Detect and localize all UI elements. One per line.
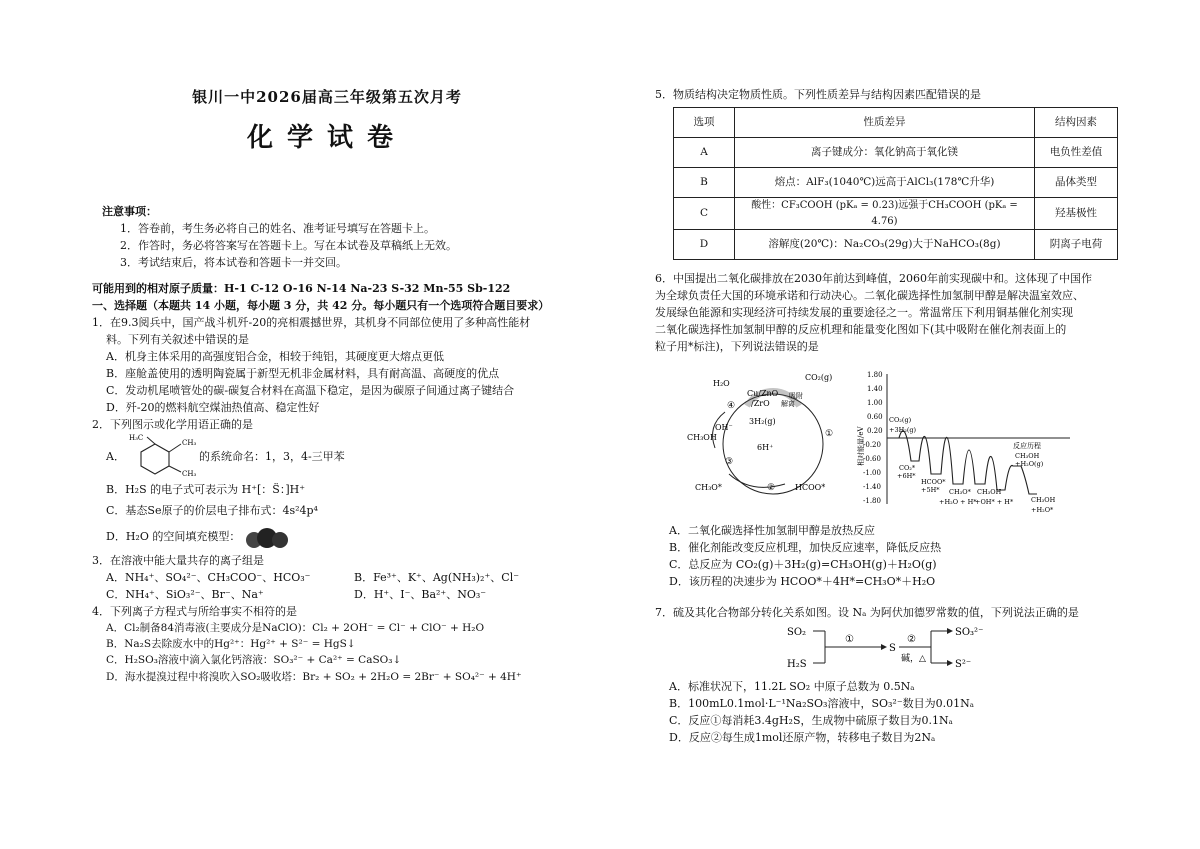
q7-option-d: D．反应②每生成1mol还原产物，转移电子数目为2Nₐ	[669, 731, 936, 745]
question-2	[92, 416, 562, 545]
energy-yticks	[863, 371, 883, 505]
ytick: 1.00	[867, 399, 883, 407]
state-3: CH₃O*	[949, 488, 971, 496]
energy-ylabel: 相对能量/eV	[857, 426, 865, 466]
table-cell: 羟基极性	[1035, 198, 1118, 230]
sulfur-conversion-diagram	[785, 621, 1005, 673]
question-6	[655, 270, 1115, 589]
table-header-cell: 选项	[674, 108, 735, 138]
q6-stem-line-4: 二氧化碳选择性加氢制甲醇的反应机理和能量变化图如下(其中吸附在催化剂表面上的	[655, 323, 1067, 337]
q1-option-a: A．机身主体采用的高强度铝合金，相较于纯铝，其硬度更大熔点更低	[106, 350, 444, 364]
trimethylbenzene-structure	[125, 434, 199, 478]
diag-step-1: ①	[845, 634, 854, 646]
state-0: CO₂(g)	[889, 416, 912, 424]
q1-option-d: D．歼-20的燃料航空煤油热值高、稳定性好	[106, 401, 320, 415]
q4-option-c: C．H₂SO₃溶液中滴入氯化钙溶液：SO₃²⁻ + Ca²⁺ = CaSO₃↓	[106, 654, 402, 667]
table-cell: 阴离子电荷	[1035, 230, 1118, 260]
q3-option-c: C．NH₄⁺、SiO₃²⁻、Br⁻、Na⁺	[106, 587, 264, 601]
ytick: 1.80	[867, 371, 883, 379]
table-row	[674, 138, 1118, 168]
notice-item-2: 2．作答时，务必将答案写在答题卡上。写在本试卷及草稿纸上无效。	[120, 239, 457, 253]
section1-block	[92, 280, 562, 685]
diag-so3: SO₃²⁻	[955, 627, 984, 639]
table-cell: B	[674, 168, 735, 198]
q3-option-d: D．H⁺、I⁻、Ba²⁺、NO₃⁻	[354, 587, 487, 601]
table-header-row	[674, 108, 1118, 138]
ytick: 0.60	[867, 413, 883, 421]
q3-option-b: B．Fe³⁺、K⁺、Ag(NH₃)₂⁺、Cl⁻	[354, 570, 520, 584]
question-3	[92, 552, 562, 603]
q2-stem: 2．下列图示或化学用语正确的是	[92, 418, 253, 432]
cycle-cat2: /ZrO	[751, 399, 770, 408]
svg-text:CH₃: CH₃	[181, 439, 197, 448]
state-4b: +OH* + H*	[975, 498, 1014, 506]
question-7	[655, 604, 1115, 746]
q7-stem: 7．硫及其化合物部分转化关系如图。设 Nₐ 为阿伏加德罗常数的值，下列说法正确的是	[655, 606, 1079, 619]
atomic-masses: 可能用到的相对原子质量：H-1 C-12 O-16 N-14 Na-23 S-32 Mn-55 Sb-122	[92, 282, 511, 295]
table-cell: A	[674, 138, 735, 168]
q2-a-text: 的系统命名：1，3，4-三甲苯	[198, 449, 345, 463]
energy-profile-chart	[855, 366, 1075, 516]
table-cell: D	[674, 230, 735, 260]
q2-option-b: B．H₂S 的电子式可表示为 H⁺[：S̈：]H⁺	[106, 483, 306, 497]
q6-stem-line-3: 发展绿色能源和实现经济可持续发展的重要途径之一。常温常压下利用铜基催化剂实现	[655, 306, 1073, 320]
table-cell: 电负性差值	[1035, 138, 1118, 168]
state-0b: +3H₂(g)	[889, 426, 917, 434]
svg-text:H₃C: H₃C	[128, 434, 144, 443]
state-2: HCOO*	[921, 478, 946, 486]
subject-title: 化学试卷	[246, 123, 407, 153]
diag-h2s: H₂S	[787, 659, 807, 671]
table-cell: C	[674, 198, 735, 230]
q2-a-prefix: A．	[106, 449, 125, 463]
reaction-mechanism-diagram	[685, 366, 855, 516]
table-row	[674, 198, 1118, 230]
school-title: 银川一中2026届高三年级第五次月考	[192, 88, 462, 106]
state-2b: +5H*	[921, 486, 940, 494]
ytick: -1.40	[863, 483, 881, 491]
table-cell: 溶解度(20℃)：Na₂CO₃(29g)大于NaHCO₃(8g)	[735, 230, 1035, 260]
cycle-step-4: ④	[727, 401, 736, 411]
ytick: 0.20	[867, 427, 883, 435]
q6-stem-line-1: 6．中国提出二氧化碳排放在2030年前达到峰值，2060年前实现碳中和。这体现了中国作	[655, 272, 1092, 285]
q2-d-text: D．H₂O 的空间填充模型：	[106, 529, 241, 543]
q5-stem: 5．物质结构决定物质性质。下列性质差异与结构因素匹配错误的是	[655, 88, 981, 101]
cycle-arc-label-1: 解离	[781, 400, 795, 408]
diag-s2: S²⁻	[955, 659, 972, 671]
energy-progress-label: 反应历程	[1013, 442, 1041, 450]
q7-option-c: C．反应①每消耗3.4gH₂S，生成物中硫原子数目为0.1Nₐ	[669, 714, 953, 728]
question-4	[92, 603, 562, 685]
q4-option-b: B．Na₂S去除废水中的Hg²⁺：Hg²⁺ + S²⁻ = HgS↓	[106, 637, 356, 650]
notice-block	[102, 203, 562, 271]
q1-option-b: B．座舱盖使用的透明陶瓷属于新型无机非金属材料，具有耐高温、高硬度的优点	[106, 367, 500, 381]
q6-option-a: A．二氧化碳选择性加氢制甲醇是放热反应	[669, 524, 875, 537]
cycle-step-1: ①	[825, 429, 834, 439]
diag-step-2: ②	[907, 634, 916, 646]
ytick: -1.80	[863, 497, 881, 505]
table-row	[674, 168, 1118, 198]
ytick: -0.20	[863, 441, 881, 449]
cycle-hstar: 6H⁺	[757, 443, 774, 452]
cycle-h2: 3H₂(g)	[749, 417, 776, 426]
table-row	[674, 230, 1118, 260]
state-1b: +6H*	[897, 472, 916, 480]
table-header-cell: 性质差异	[735, 108, 1035, 138]
state-6b: +H₂O*	[1031, 506, 1054, 514]
cycle-arc-label-2: 吸附	[789, 392, 803, 400]
table-cell: 晶体类型	[1035, 168, 1118, 198]
q6-stem-line-2: 为全球负责任大国的环境承诺和行动决心。二氧化碳选择性加氢制甲醇是解决温室效应、	[655, 289, 1084, 303]
state-6: CH₃OH	[1031, 496, 1056, 504]
cycle-oh: OH⁻	[715, 423, 733, 432]
cycle-cat1: Cu/ZnO	[747, 389, 779, 398]
diag-condition: 碱，△	[901, 654, 926, 665]
q4-option-a: A．Cl₂制备84消毒液(主要成分是NaClO)：Cl₂ + 2OH⁻ = Cl⁻ + ClO⁻ + H₂O	[106, 621, 485, 634]
table-cell: 酸性：CF₃COOH (pKₐ = 0.23)远强于CH₃COOH (pKₐ = 4.76)	[735, 198, 1035, 230]
ytick: 1.40	[867, 385, 883, 393]
q4-option-d: D．海水提溴过程中将溴吹入SO₂吸收塔：Br₂ + SO₂ + 2H₂O = 2Br⁻ + SO₄²⁻ + 4H⁺	[106, 670, 522, 683]
cycle-step-2: ②	[767, 483, 776, 493]
table-header-cell: 结构因素	[1035, 108, 1118, 138]
ytick: -1.00	[863, 469, 881, 477]
water-spacefill-model	[246, 528, 294, 546]
section1-heading: 一、选择题（本题共 14 小题，每小题 3 分，共 42 分。每小题只有一个选项符合题目要求）	[92, 299, 550, 313]
notice-item-1: 1．答卷前，考生务必将自己的姓名、准考证号填写在答题卡上。	[120, 222, 435, 236]
question-1	[92, 314, 562, 416]
question-5	[655, 86, 1115, 260]
q3-option-a: A．NH₄⁺、SO₄²⁻、CH₃COO⁻、HCO₃⁻	[106, 570, 311, 584]
state-4: CH₃OH	[977, 488, 1002, 496]
state-5b: +H₂O(g)	[1015, 460, 1044, 468]
q3-options-row1	[92, 569, 562, 586]
q2-option-d	[92, 528, 562, 546]
cycle-h2o: H₂O	[713, 379, 730, 388]
q2-option-a	[92, 433, 562, 479]
notice-heading: 注意事项：	[102, 205, 157, 218]
cycle-ch3o: CH₃O*	[695, 483, 722, 492]
svg-text:CH₃: CH₃	[181, 470, 197, 479]
cycle-step-3: ③	[725, 457, 734, 467]
q5-table	[673, 107, 1118, 260]
table-cell: 离子键成分：氧化钠高于氧化镁	[735, 138, 1035, 168]
q1-stem: 1．在9.3阅兵中，国产战斗机歼-20的亮相震撼世界，其机身不同部位使用了多种高性能材	[92, 316, 531, 330]
q6-options	[669, 522, 1115, 590]
cycle-hcoo: HCOO*	[795, 483, 826, 492]
ytick: -0.60	[863, 455, 881, 463]
diag-so2: SO₂	[787, 627, 807, 639]
q6-option-c: C．总反应为 CO₂(g)＋3H₂(g)=CH₃OH(g)＋H₂O(g)	[669, 558, 937, 572]
q1-option-c: C．发动机尾喷管处的碳-碳复合材料在高温下稳定，是因为碳原子间通过离子键结合	[106, 384, 515, 398]
q4-stem: 4．下列离子方程式与所给事实不相符的是	[92, 604, 297, 618]
state-3b: +H₂O + H*	[939, 498, 977, 506]
q3-options-row2	[92, 586, 562, 603]
q6-stem-line-5: 粒子用*标注)，下列说法错误的是	[655, 340, 819, 354]
cycle-ch3oh: CH₃OH	[687, 433, 717, 442]
cycle-co2: CO₂(g)	[805, 373, 833, 382]
diag-s: S	[889, 643, 896, 655]
q7-option-a: A．标准状况下，11.2L SO₂ 中原子总数为 0.5Nₐ	[669, 680, 915, 694]
notice-item-3: 3．考试结束后，将本试卷和答题卡一并交回。	[120, 256, 347, 270]
q6-option-b: B．催化剂能改变反应机理，加快反应速率，降低反应热	[669, 541, 942, 555]
q1-stem-cont: 料。下列有关叙述中错误的是	[106, 333, 249, 347]
q7-option-b: B．100mL0.1mol·L⁻¹Na₂SO₃溶液中，SO₃²⁻数目为0.01Nₐ	[669, 697, 974, 711]
q6-option-d: D．该历程的决速步为 HCOO*＋4H*=CH₃O*＋H₂O	[669, 575, 936, 589]
q2-option-c: C．基态Se原子的价层电子排布式：4s²4p⁴	[106, 504, 318, 518]
q3-stem: 3．在溶液中能大量共存的离子组是	[92, 553, 264, 567]
table-cell: 熔点：AlF₃(1040℃)远高于AlCl₃(178℃升华)	[735, 168, 1035, 198]
state-5: CH₃OH	[1015, 452, 1040, 460]
state-1: CO₂*	[899, 464, 916, 472]
